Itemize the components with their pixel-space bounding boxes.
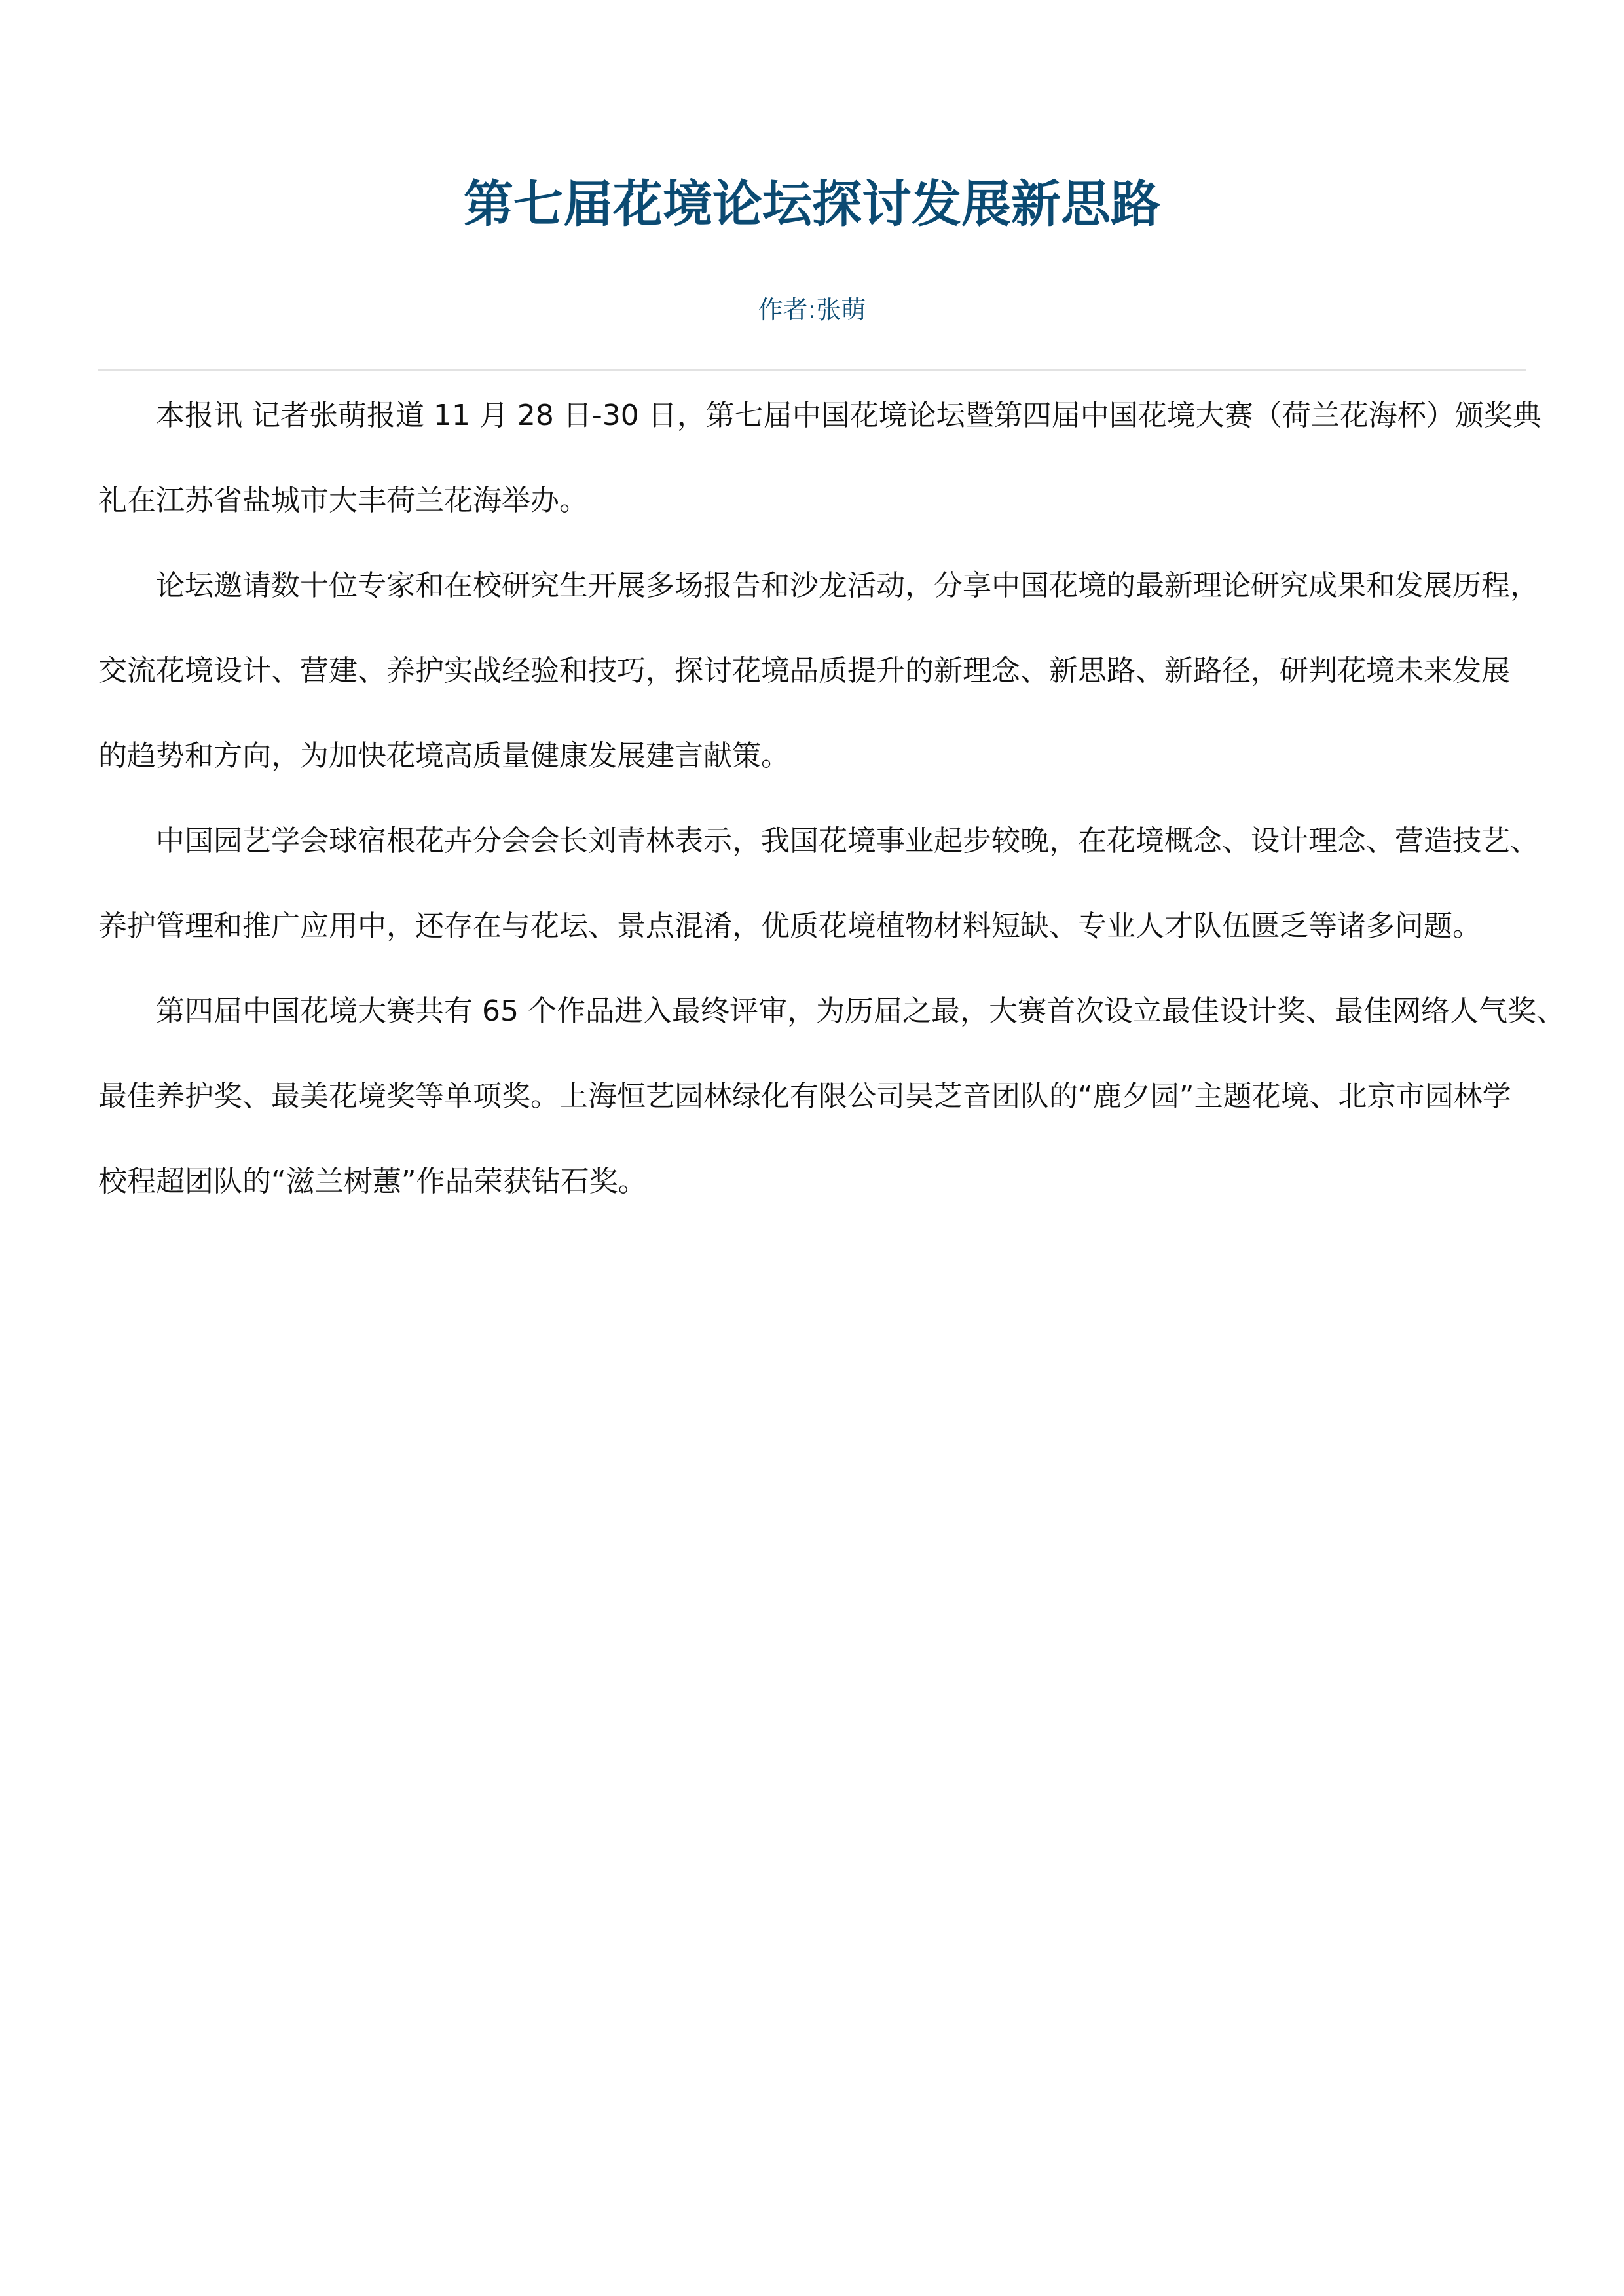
paragraph-1 [98,373,1541,543]
paragraph-4 [98,969,1565,1224]
paragraph-2 [98,543,1539,799]
paragraph-line: 礼在江苏省盐城市大丰荷兰花海举办。 [98,484,588,517]
paragraph-line: 论坛邀请数十位专家和在校研究生开展多场报告和沙龙活动，分享中国花境的最新理论研究成果和发展历程， [156,569,1539,602]
paragraph-line: 交流花境设计、营建、养护实战经验和技巧，探讨花境品质提升的新理念、新思路、新路径，研判花境未来发展 [98,654,1510,687]
article-title: 第七届花境论坛探讨发展新思路 [464,175,1160,233]
paragraph-line: 的趋势和方向，为加快花境高质量健康发展建言献策。 [98,739,790,773]
article-author: 作者:张萌 [758,295,866,324]
title-divider [98,369,1526,371]
paragraph-line: 本报讯 记者张萌报道 11 月 28 日-30 日，第七届中国花境论坛暨第四届中国花境大赛（荷兰花海杯）颁奖典 [156,399,1541,432]
paragraph-3 [98,799,1539,969]
paragraph-line: 养护管理和推广应用中，还存在与花坛、景点混淆，优质花境植物材料短缺、专业人才队伍匮乏等诸多问题。 [98,909,1481,943]
paragraph-line: 中国园艺学会球宿根花卉分会会长刘青林表示，我国花境事业起步较晚，在花境概念、设计理念、营造技艺、 [156,824,1539,858]
paragraph-line: 校程超团队的“滋兰树蕙”作品荣获钻石奖。 [98,1165,647,1198]
article-body [98,373,1565,1224]
paragraph-line: 第四届中国花境大赛共有 65 个作品进入最终评审，为历届之最，大赛首次设立最佳设计奖、最佳网络人气奖、 [156,994,1565,1028]
paragraph-line: 最佳养护奖、最美花境奖等单项奖。上海恒艺园林绿化有限公司吴芝音团队的“鹿夕园”主题花境、北京市园林学 [98,1080,1511,1113]
